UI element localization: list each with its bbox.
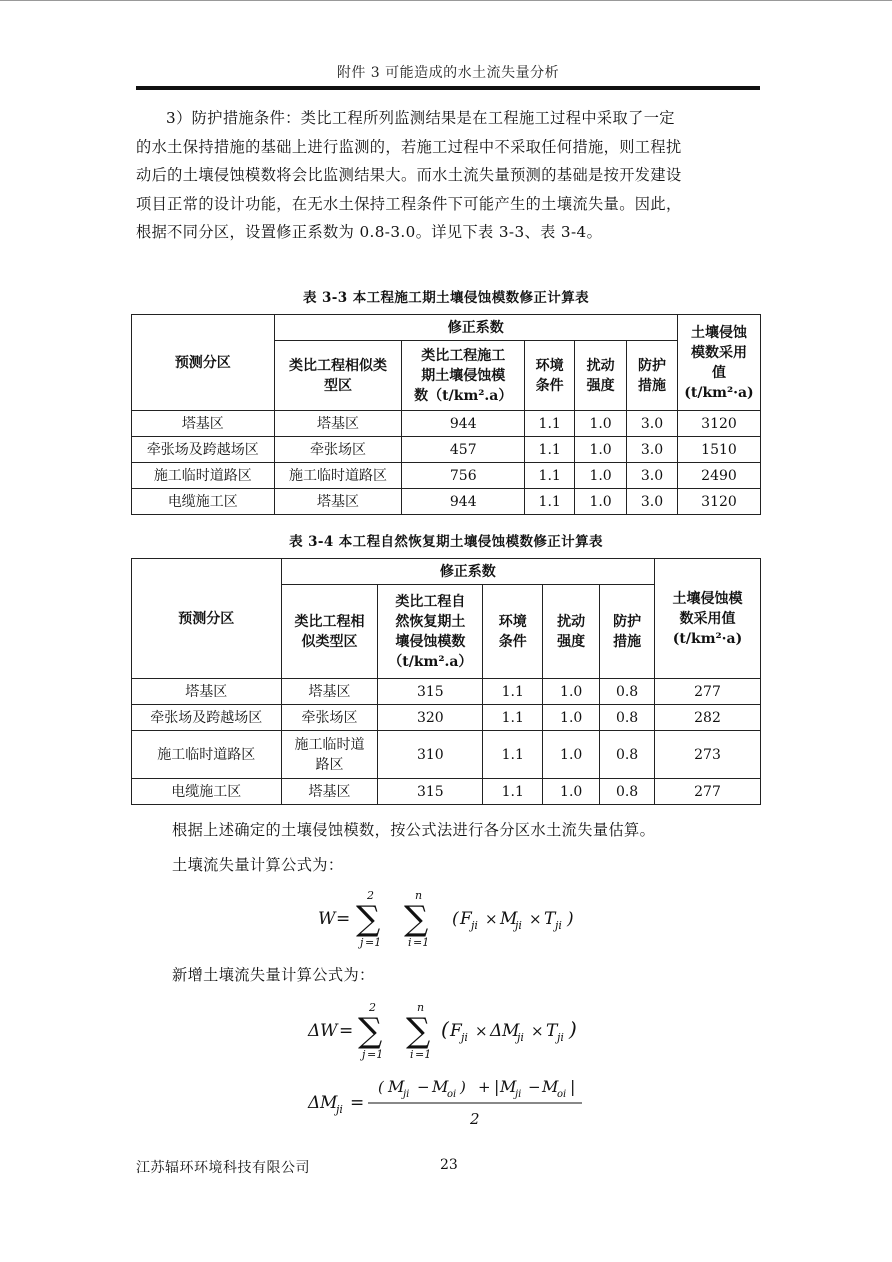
table-row: 电缆施工区 塔基区 944 1.1 1.0 3.0 3120 bbox=[132, 489, 761, 515]
table-row: 塔基区 塔基区 944 1.1 1.0 3.0 3120 bbox=[132, 411, 761, 437]
svg-text:−: − bbox=[417, 1078, 430, 1096]
header-disturbance: 扰动 强度 bbox=[543, 585, 600, 679]
svg-text:2: 2 bbox=[470, 1110, 480, 1128]
svg-text:W: W bbox=[318, 909, 336, 929]
svg-text:=1: =1 bbox=[415, 1048, 432, 1061]
paragraph-line: 动后的土壤侵蚀模数将会比监测结果大。而水土流失量预测的基础是按开发建设 bbox=[136, 166, 682, 184]
svg-text:): ) bbox=[567, 909, 574, 929]
svg-text:Δ: Δ bbox=[308, 1021, 321, 1041]
header-adopted-modulus: 土壤侵蚀 模数采用 值 (t/km²·a) bbox=[677, 315, 760, 411]
paragraph-line: 项目正常的设计功能，在无水土保持工程条件下可能产生的土壤流失量。因此， bbox=[136, 194, 682, 213]
header-similar-modulus: 类比工程施工 期土壤侵蚀模 数（t/km².a） bbox=[402, 341, 525, 411]
svg-text:ji: ji bbox=[515, 1089, 522, 1100]
table-row: 施工临时道路区 施工临时道路区 756 1.1 1.0 3.0 2490 bbox=[132, 463, 761, 489]
svg-text:=1: =1 bbox=[365, 936, 382, 949]
svg-text:2: 2 bbox=[367, 889, 374, 902]
header-similar-zone: 类比工程相 似类型区 bbox=[281, 585, 378, 679]
svg-text:oi: oi bbox=[447, 1089, 457, 1100]
table-row: 电缆施工区 塔基区 315 1.1 1.0 0.8 277 bbox=[132, 779, 761, 805]
svg-text:(: ( bbox=[452, 909, 459, 929]
svg-text:(: ( bbox=[378, 1078, 384, 1096]
header-rule bbox=[136, 86, 760, 90]
svg-text:=1: =1 bbox=[367, 1048, 384, 1061]
svg-text:ji: ji bbox=[555, 919, 562, 932]
header-environment: 环境 条件 bbox=[525, 341, 575, 411]
svg-text:∑: ∑ bbox=[358, 1011, 383, 1051]
table-3-3 bbox=[131, 314, 761, 515]
table-3-4 bbox=[131, 558, 761, 805]
svg-text:×: × bbox=[529, 910, 542, 928]
svg-text:=: = bbox=[336, 909, 351, 929]
table-3-3-caption: 表 3-3 本工程施工期土壤侵蚀模数修正计算表 bbox=[303, 290, 589, 306]
svg-text:M: M bbox=[432, 1077, 449, 1096]
svg-text:ji: ji bbox=[557, 1031, 564, 1044]
svg-text:T: T bbox=[544, 909, 556, 929]
svg-text:Δ: Δ bbox=[308, 1093, 321, 1113]
svg-text:×: × bbox=[475, 1022, 488, 1040]
svg-text:∑: ∑ bbox=[356, 899, 381, 939]
svg-text:n: n bbox=[417, 1001, 425, 1014]
paragraph-line: 3）防护措施条件：类比工程所列监测结果是在工程施工过程中采取了一定 bbox=[166, 109, 675, 127]
header-correction-coefficient: 修正系数 bbox=[281, 559, 654, 585]
header-adopted-modulus: 土壤侵蚀模 数采用值 (t/km²·a) bbox=[655, 559, 761, 679]
header-correction-coefficient: 修正系数 bbox=[274, 315, 677, 341]
header-environment: 环境 条件 bbox=[483, 585, 543, 679]
svg-text:F: F bbox=[460, 909, 472, 929]
header-zone: 预测分区 bbox=[132, 559, 282, 679]
svg-text:i: i bbox=[408, 936, 412, 949]
svg-text:Δ: Δ bbox=[490, 1021, 503, 1041]
svg-text:∑: ∑ bbox=[406, 1011, 431, 1051]
svg-text:×: × bbox=[531, 1022, 544, 1040]
svg-text:=: = bbox=[339, 1021, 354, 1041]
header-protection: 防护 措施 bbox=[627, 341, 678, 411]
footer-company: 江苏辐环环境科技有限公司 bbox=[136, 1160, 310, 1176]
svg-text:−: − bbox=[528, 1078, 541, 1096]
formula-soil-loss bbox=[300, 884, 600, 954]
page-header: 附件 3 可能造成的水土流失量分析 bbox=[336, 65, 560, 81]
svg-text:ji: ji bbox=[517, 1031, 524, 1044]
svg-text:×: × bbox=[485, 910, 498, 928]
svg-text:|: | bbox=[570, 1077, 576, 1096]
table-3-4-caption: 表 3-4 本工程自然恢复期土壤侵蚀模数修正计算表 bbox=[289, 534, 603, 550]
svg-text:ji: ji bbox=[471, 919, 478, 932]
header-similar-zone: 类比工程相似类 型区 bbox=[274, 341, 402, 411]
svg-text:∑: ∑ bbox=[404, 899, 429, 939]
page-number: 23 bbox=[440, 1157, 458, 1173]
svg-text:=: = bbox=[350, 1093, 365, 1113]
svg-text:ji: ji bbox=[461, 1031, 468, 1044]
svg-text:M: M bbox=[320, 1093, 338, 1113]
table-row: 塔基区 塔基区 315 1.1 1.0 0.8 277 bbox=[132, 679, 761, 705]
paragraph-estimation: 根据上述确定的土壤侵蚀模数，按公式法进行各分区水土流失量估算。 bbox=[172, 821, 656, 839]
svg-text:i: i bbox=[410, 1048, 414, 1061]
header-disturbance: 扰动 强度 bbox=[575, 341, 627, 411]
svg-text:j: j bbox=[362, 1048, 366, 1061]
header-zone: 预测分区 bbox=[132, 315, 275, 411]
svg-text:+: + bbox=[478, 1078, 491, 1096]
svg-text:M: M bbox=[502, 1021, 520, 1041]
svg-text:): ) bbox=[460, 1078, 466, 1096]
svg-text:M: M bbox=[500, 909, 518, 929]
svg-text:): ) bbox=[569, 1017, 577, 1041]
svg-text:n: n bbox=[415, 889, 423, 902]
table-row: 牵张场及跨越场区 牵张场区 320 1.1 1.0 0.8 282 bbox=[132, 705, 761, 731]
svg-text:W: W bbox=[320, 1021, 338, 1041]
header-protection: 防护 措施 bbox=[600, 585, 655, 679]
formula-new-soil-loss bbox=[300, 996, 600, 1066]
svg-text:ji: ji bbox=[403, 1089, 410, 1100]
paragraph-line: 的水土保持措施的基础上进行监测的，若施工过程中不采取任何措施，则工程扰 bbox=[136, 137, 682, 156]
svg-text:M: M bbox=[500, 1077, 517, 1096]
paragraph-line: 根据不同分区，设置修正系数为 0.8-3.0。详见下表 3-3、表 3-4。 bbox=[136, 223, 603, 241]
svg-text:M: M bbox=[542, 1077, 559, 1096]
table-row: 施工临时道路区 施工临时道 路区 310 1.1 1.0 0.8 273 bbox=[132, 731, 761, 779]
svg-text:F: F bbox=[450, 1021, 462, 1041]
svg-text:|: | bbox=[494, 1077, 500, 1096]
svg-text:oi: oi bbox=[557, 1089, 567, 1100]
label-formula-1: 土壤流失量计算公式为： bbox=[172, 856, 344, 874]
svg-text:2: 2 bbox=[369, 1001, 376, 1014]
formula-delta-modulus bbox=[300, 1072, 600, 1132]
paragraph-protection-conditions bbox=[136, 104, 760, 247]
page-top-border bbox=[0, 0, 892, 1]
svg-text:ji: ji bbox=[515, 919, 522, 932]
svg-text:ji: ji bbox=[336, 1103, 343, 1116]
svg-text:(: ( bbox=[441, 1017, 449, 1041]
header-similar-modulus: 类比工程自 然恢复期土 壤侵蚀模数 （t/km².a） bbox=[378, 585, 483, 679]
label-formula-2: 新增土壤流失量计算公式为： bbox=[172, 966, 375, 984]
svg-text:=1: =1 bbox=[413, 936, 430, 949]
svg-text:M: M bbox=[388, 1077, 405, 1096]
table-row: 牵张场及跨越场区 牵张场区 457 1.1 1.0 3.0 1510 bbox=[132, 437, 761, 463]
svg-text:j: j bbox=[360, 936, 364, 949]
svg-text:T: T bbox=[546, 1021, 558, 1041]
